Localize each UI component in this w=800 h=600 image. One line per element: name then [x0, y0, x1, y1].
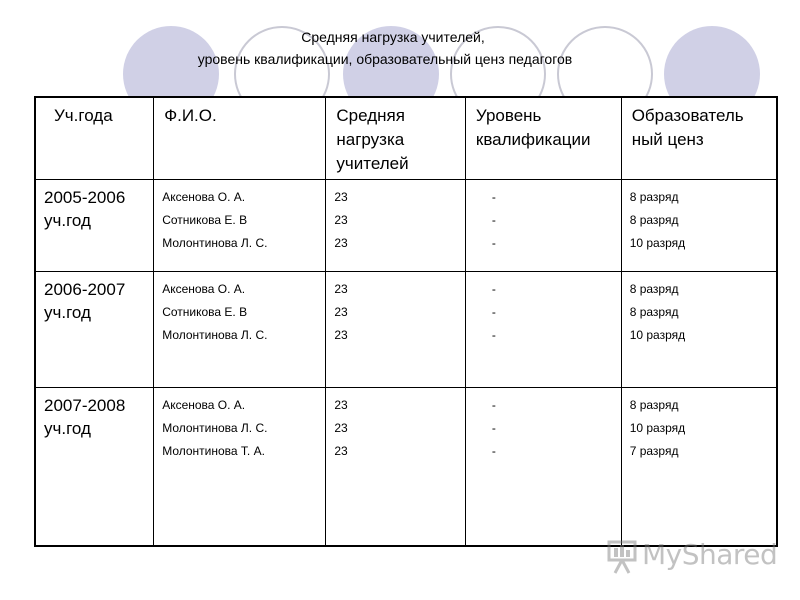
- table-row: [35, 387, 777, 546]
- cell-qualification: [465, 387, 621, 546]
- load-value: 23: [334, 443, 348, 458]
- header-name: Ф.И.О.: [154, 97, 326, 179]
- census-value: 10 разряд: [629, 420, 686, 435]
- qual-value: -: [491, 443, 496, 458]
- teachers-table: [34, 96, 778, 547]
- load-value: 23: [334, 212, 348, 227]
- cell-names: [154, 387, 326, 546]
- qual-value: -: [491, 327, 496, 342]
- load-value: 23: [334, 397, 348, 412]
- qual-value: -: [491, 212, 496, 227]
- cell-year: [35, 179, 154, 271]
- census-value: 7 разряд: [629, 443, 679, 458]
- name-text: Молонтинова Т. А.: [162, 443, 265, 458]
- cell-census: [621, 271, 777, 387]
- load-value: 23: [334, 420, 348, 435]
- qual-value: -: [491, 281, 496, 296]
- name-text: Молонтинова Л. С.: [162, 235, 268, 250]
- cell-load: [326, 271, 466, 387]
- name-text: Аксенова О. А.: [162, 281, 246, 296]
- table-header-row: [35, 97, 777, 179]
- cell-census: [621, 179, 777, 271]
- load-value: 23: [334, 235, 348, 250]
- title-line-2: уровень квалификации, образовательный ценз педагогов: [197, 51, 573, 67]
- qual-value: -: [491, 304, 496, 319]
- census-value: 10 разряд: [629, 235, 686, 250]
- table-row: [35, 271, 777, 387]
- cell-year: [35, 271, 154, 387]
- header-qualification: Уровень квалификации: [465, 97, 621, 179]
- census-value: 8 разряд: [629, 304, 679, 319]
- cell-census: [621, 387, 777, 546]
- cell-load: [326, 387, 466, 546]
- cell-qualification: [465, 271, 621, 387]
- name-text: Молонтинова Л. С.: [162, 420, 268, 435]
- title-line-1: Средняя нагрузка учителей,: [301, 29, 485, 45]
- header-census: Образователь ный ценз: [621, 97, 777, 179]
- header-years: Уч.года: [35, 97, 154, 179]
- name-text: Аксенова О. А.: [162, 189, 246, 204]
- census-value: 10 разряд: [629, 327, 686, 342]
- census-value: 8 разряд: [629, 281, 679, 296]
- header-load: Средняя нагрузка учителей: [326, 97, 466, 179]
- year-text: 2005-2006 уч.год: [44, 187, 126, 230]
- census-value: 8 разряд: [629, 212, 679, 227]
- load-value: 23: [334, 189, 348, 204]
- name-text: Сотникова Е. В: [162, 212, 248, 227]
- table-row: [35, 179, 777, 271]
- name-text: Аксенова О. А.: [162, 397, 246, 412]
- qual-value: -: [491, 235, 496, 250]
- year-text: 2006-2007 уч.год: [44, 279, 126, 322]
- cell-year: [35, 387, 154, 546]
- cell-names: [154, 271, 326, 387]
- year-text: 2007-2008 уч.год: [44, 395, 126, 438]
- census-value: 8 разряд: [629, 397, 679, 412]
- slide-title: [0, 26, 800, 70]
- qual-value: -: [491, 397, 496, 412]
- load-value: 23: [334, 327, 348, 342]
- cell-names: [154, 179, 326, 271]
- cell-load: [326, 179, 466, 271]
- name-text: Молонтинова Л. С.: [162, 327, 268, 342]
- census-value: 8 разряд: [629, 189, 679, 204]
- load-value: 23: [334, 304, 348, 319]
- cell-qualification: [465, 179, 621, 271]
- presentation-board-icon: [606, 536, 640, 576]
- qual-value: -: [491, 420, 496, 435]
- qual-value: -: [491, 189, 496, 204]
- name-text: Сотникова Е. В: [162, 304, 248, 319]
- watermark: [606, 536, 776, 576]
- load-value: 23: [334, 281, 348, 296]
- watermark-text: MyShared: [642, 538, 778, 571]
